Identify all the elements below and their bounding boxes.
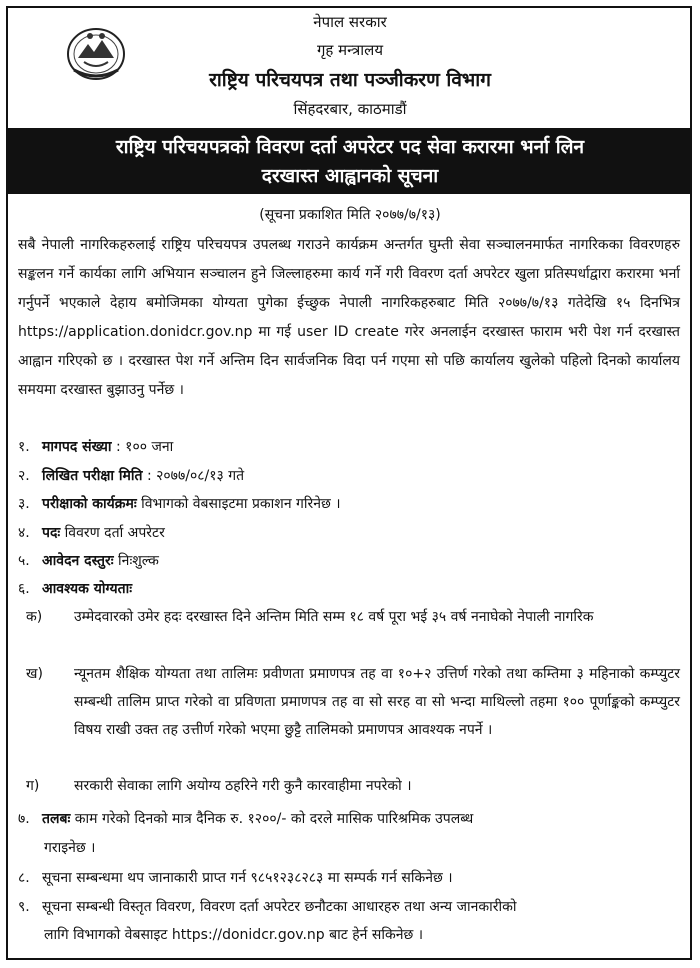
qualification-text: न्यूनतम शैक्षिक योग्यता तथा तालिमः प्रवीणता प्रमाणपत्र तह वा १०+२ उत्तिर्ण गरेको तथा कम्तिमा ३ महिनाको कम्प्युटर सम्बन्धी तालिम प्राप्त गरेको वा प्रविणता प्रमाणपत्र तह वा सो सरह वा सो भन्दा माथिल्लो तहमा १०० पूर्णाङ्कको कम्प्युटर विषय राखी उक्त तह उत्तीर्ण गरेको भएमा छुट्टै तालिमको प्रमाणपत्र आवश्यक नपर्ने ।: [74, 666, 680, 738]
qualification-item: [26, 660, 680, 744]
item-text: विभागको वेबसाइटमा प्रकाशन गरिनेछ ।: [136, 496, 341, 512]
item-text: विवरण दर्ता अपरेटर: [60, 525, 165, 541]
publication-date: (सूचना प्रकाशित मिति २०७७/७/१३): [259, 207, 441, 223]
item-label: तलबः: [42, 811, 71, 827]
notice-title-line-1: राष्ट्रिय परिचयपत्रको विवरण दर्ता अपरेटर पद सेवा करारमा भर्ना लिन: [115, 136, 585, 158]
qualification-label: ख): [26, 666, 43, 682]
item-continuation: लागि विभागको वेबसाइट https://donidcr.gov.np बाट हेर्न सकिनेछ ।: [44, 927, 424, 943]
item-number: ६.: [18, 581, 30, 597]
department-name: राष्ट्रिय परिचयपत्र तथा पञ्जीकरण विभाग: [209, 69, 491, 91]
item-number: ८.: [18, 870, 30, 886]
notice-title-banner: [8, 128, 692, 194]
ministry-name: गृह मन्त्रालय: [316, 41, 384, 59]
list-item: [18, 805, 680, 833]
item-number: ७.: [18, 811, 30, 827]
qualification-label: ग): [26, 778, 40, 794]
list-item: [18, 547, 680, 575]
list-item: [18, 864, 680, 892]
item-text: सूचना सम्बन्धी विस्तृत विवरण, विवरण दर्ता अपरेटर छनौटका आधारहरु तथा अन्य जानकारीको: [42, 899, 517, 915]
item-text: काम गरेको दिनको मात्र दैनिक रु. १२००/- को दरले मासिक पारिश्रमिक उपलब्ध: [70, 811, 474, 827]
item-label: मागपद संख्या: [42, 439, 112, 455]
list-item: [18, 893, 680, 921]
item-text: : १०० जना: [111, 439, 174, 455]
item-continuation: गराइनेछ ।: [44, 840, 96, 856]
item-number: १.: [18, 439, 30, 455]
item-number: ३.: [18, 496, 30, 512]
qualification-item: [26, 772, 680, 800]
item-text: : २०७७/०८/१३ गते: [142, 468, 245, 484]
intro-paragraph: सबै नेपाली नागरिकहरुलाई राष्ट्रिय परिचयपत्र उपलब्ध गराउने कार्यक्रम अन्तर्गत घुम्ती सेवा सञ्चालनमार्फत नागरिकका विवरणहरु सङ्कलन गर्ने कार्यका लागि अभियान सञ्चालन हुने जिल्लाहरुमा कार्य गर्ने गरी विवरण दर्ता अपरेटर खुला प्रतिस्पर्धाद्वारा करारमा भर्ना गर्नुपर्ने भएकाले देहाय बमोजिमका योग्यता पुगेका ईच्छुक नेपाली नागरिकहरुबाट मिति २०७७/७/१३ गतेदेखि १५ दिनभित्र https://application.donidcr.gov.np मा गई user ID create गरेर अनलाईन दरखास्त फाराम भरी पेश गर्न दरखास्त आह्वान गरिएको छ । दरखास्त पेश गर्ने अन्तिम दिन सार्वजनिक विदा पर्न गएमा सो पछि कार्यालय खुलेको पहिलो दिनको कार्यालय समयमा दरखास्त बुझाउनु पर्नेछ ।: [18, 237, 680, 398]
item-number: ५.: [18, 553, 30, 569]
list-item: [18, 519, 680, 547]
qualification-label: क): [26, 609, 43, 625]
government-name: नेपाल सरकार: [313, 13, 387, 31]
list-item: [18, 433, 680, 461]
item-text: निःशुल्क: [113, 553, 159, 569]
item-label: लिखित परीक्षा मिति: [42, 468, 143, 484]
list-item: [18, 490, 680, 518]
qualification-item: [26, 603, 680, 631]
item-number: २.: [18, 468, 30, 484]
item-text: सूचना सम्बन्धमा थप जानाकारी प्राप्त गर्न ९८५१२३८२८३ मा सम्पर्क गर्न सकिनेछ ।: [42, 870, 453, 886]
item-label: आवश्यक योग्यताः: [42, 581, 133, 597]
item-number: ४.: [18, 525, 30, 541]
item-number: ९.: [18, 899, 30, 915]
item-label: पदः: [42, 525, 61, 541]
item-label: परीक्षाको कार्यक्रमः: [42, 496, 137, 512]
department-address: सिंहदरबार, काठमाडौं: [293, 100, 407, 118]
qualification-text: सरकारी सेवाका लागि अयोग्य ठहरिने गरी कुनै कारवाहीमा नपरेको ।: [74, 778, 412, 794]
list-item: [18, 462, 680, 490]
notice-title-line-2: दरखास्त आह्वानको सूचना: [261, 165, 439, 187]
item-label: आवेदन दस्तुरः: [42, 553, 114, 569]
list-item: [18, 575, 680, 603]
qualification-text: उम्मेदवारको उमेर हदः दरखास्त दिने अन्तिम मिति सम्म १८ वर्ष पूरा भई ३५ वर्ष ननाघेको नेपाली नागरिक: [74, 609, 594, 625]
